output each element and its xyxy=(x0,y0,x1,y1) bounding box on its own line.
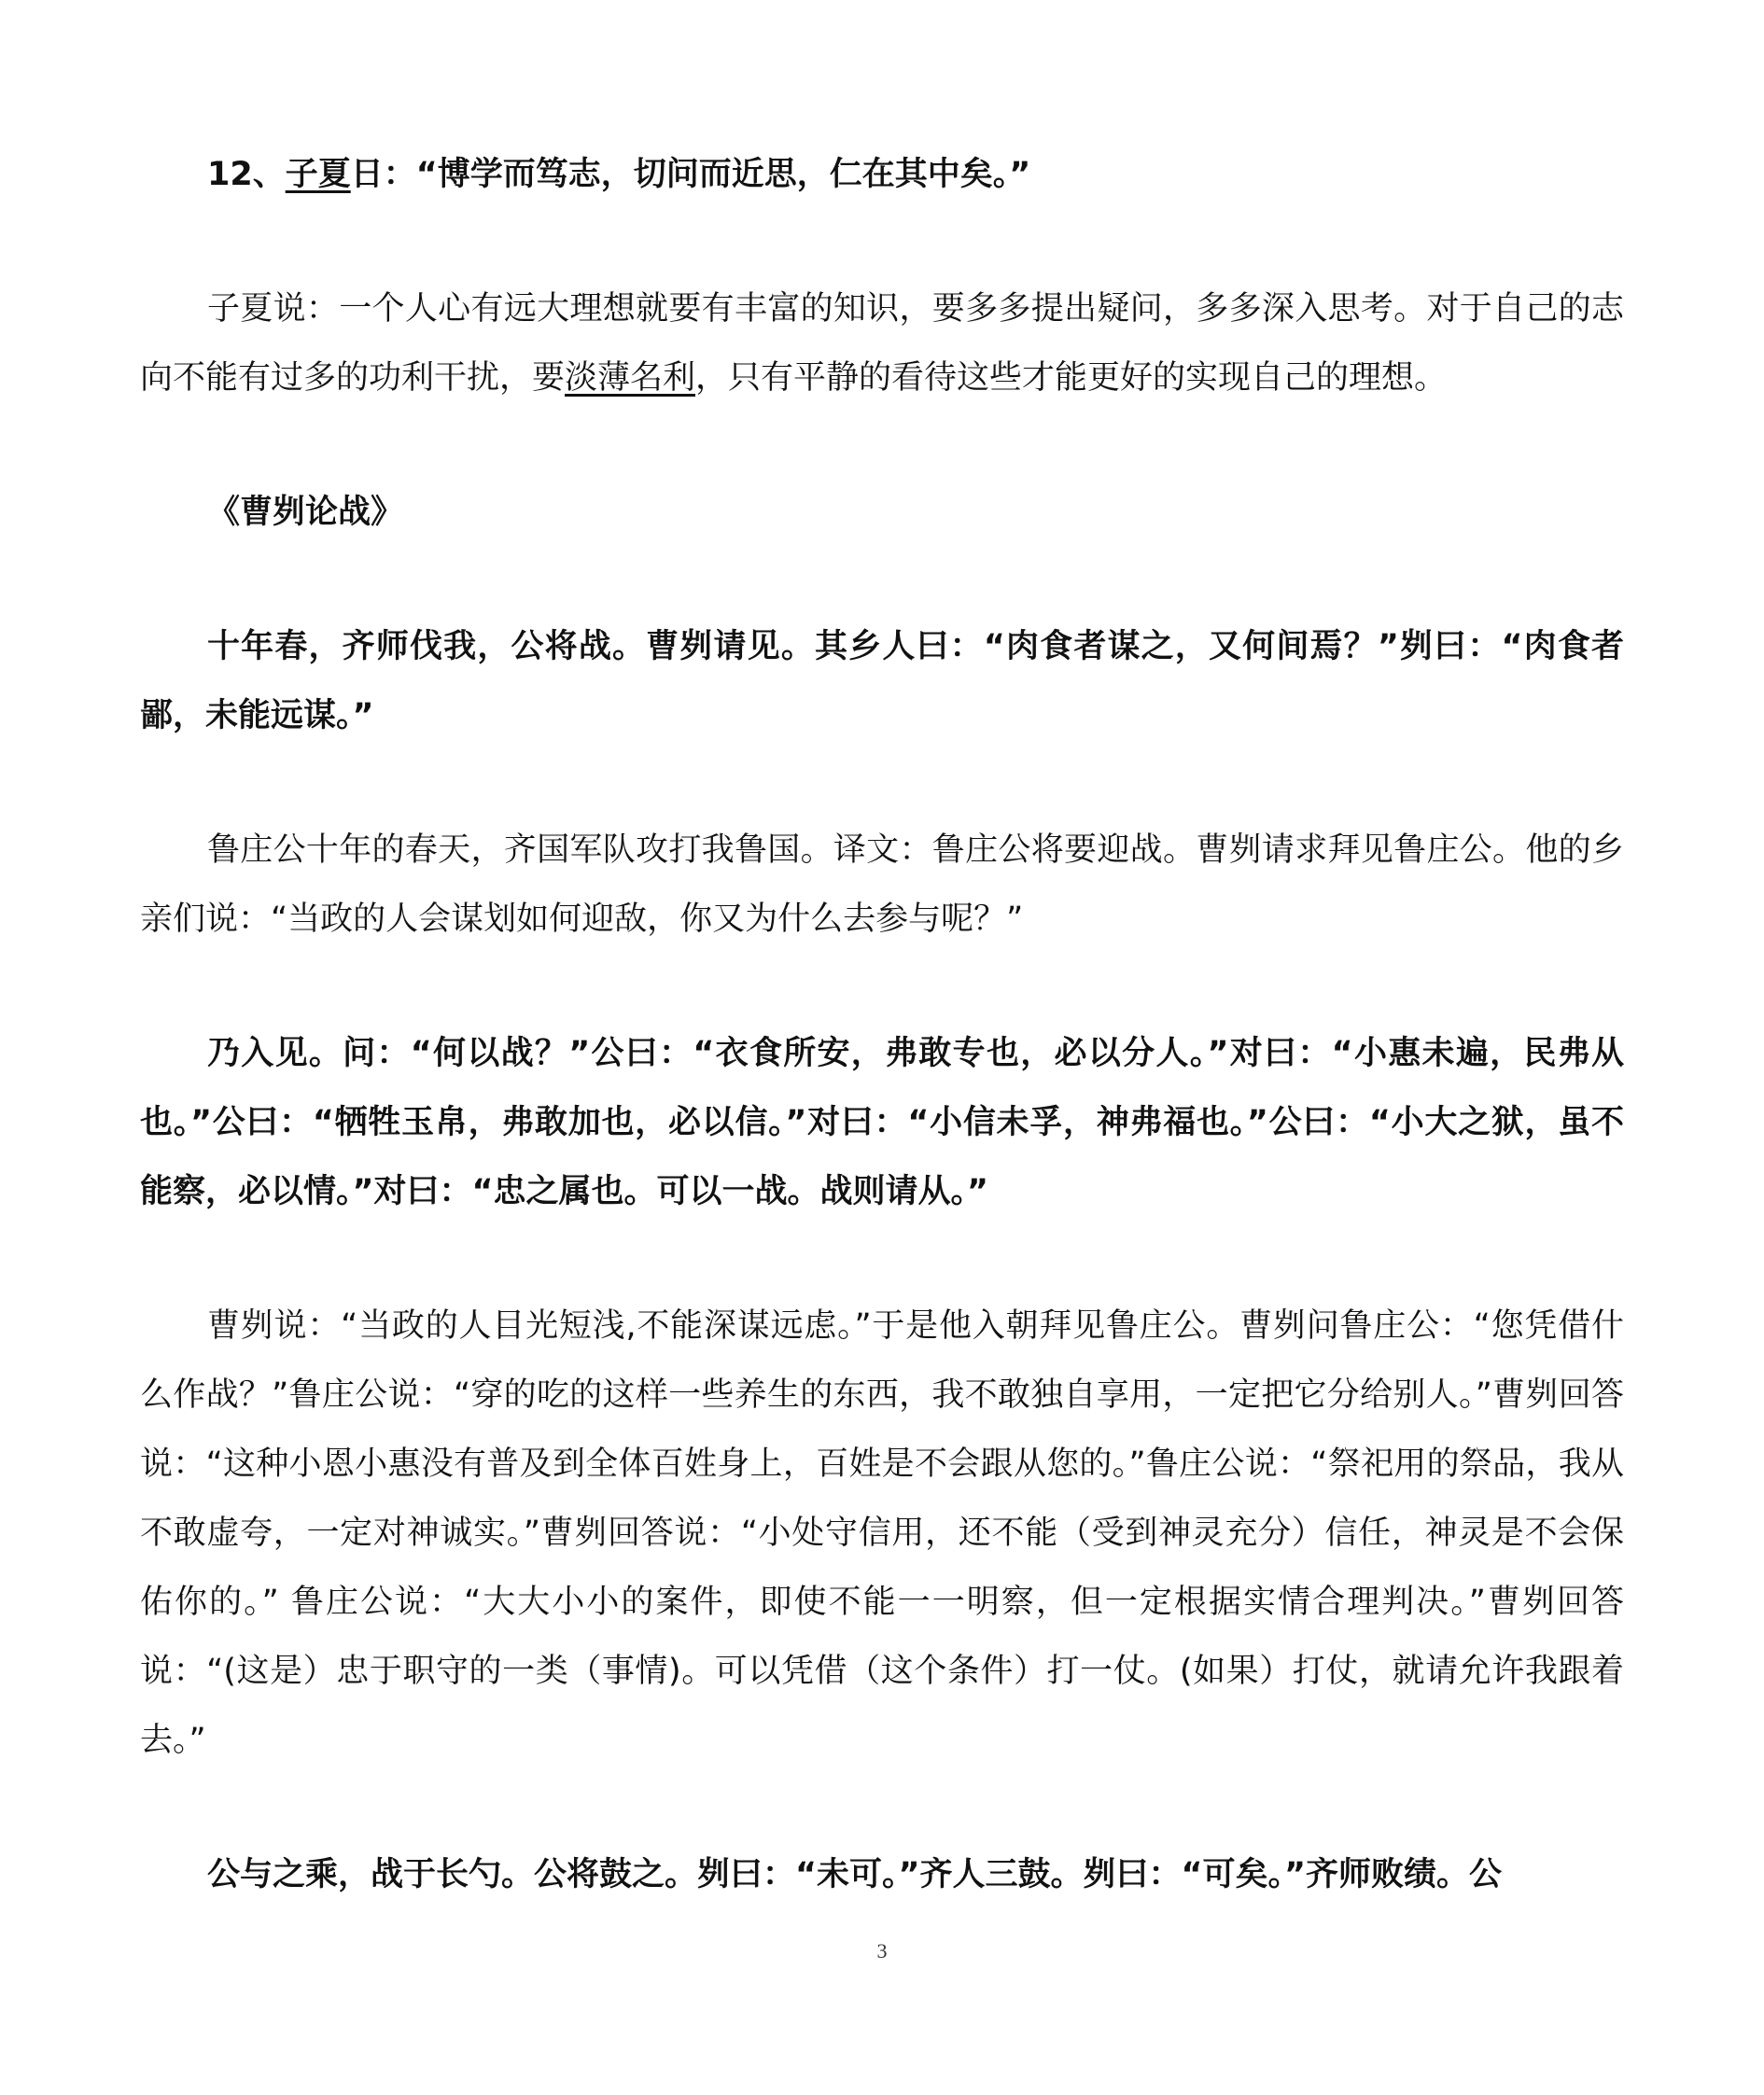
classical-paragraph-1: 十年春，齐师伐我，公将战。曹刿请见。其乡人曰：“肉食者谋之，又何间焉？”刿曰：“肉食者鄙，未能远谋。” xyxy=(140,628,1624,734)
translation-text-part2: ，只有平静的看待这些才能更好的实现自己的理想。 xyxy=(695,359,1448,397)
analects-quote-12 xyxy=(140,140,1624,209)
underlined-name: 子夏 xyxy=(285,156,351,193)
translation-text-part1: 子夏说：一个人心有远大理想就要有丰富的知识，要多多提出疑问，多多深入思考。对于自己的志向不能有过多的功利干扰，要 xyxy=(140,290,1624,397)
quote-number: 12、 xyxy=(207,156,286,193)
quote-12-translation xyxy=(140,274,1624,412)
quote-text: 日：“博学而笃志，切问而近思，仁在其中矣。” xyxy=(350,156,1031,193)
section-title: 《曹刿论战》 xyxy=(207,494,404,531)
classical-paragraph-2: 乃入见。问：“何以战？”公曰：“衣食所安，弗敢专也，必以分人。”对曰：“小惠未遍，民弗从也。”公曰：“牺牲玉帛，弗敢加也，必以信。”对曰：“小信未孚，神弗福也。”公曰：“小大之狱，虽不能察，必以情。”对曰：“忠之属也。可以一战。战则请从。” xyxy=(140,1035,1624,1210)
page-content xyxy=(140,140,1624,1909)
translation-paragraph-2: 曹刿说：“当政的人目光短浅,不能深谋远虑。”于是他入朝拜见鲁庄公。曹刿问鲁庄公：“您凭借什么作战？”鲁庄公说：“穿的吃的这样一些养生的东西，我不敢独自享用，一定把它分给别人。”曹刿回答说：“这种小恩小惠没有普及到全体百姓身上，百姓是不会跟从您的。”鲁庄公说：“祭祀用的祭品，我从不敢虚夸，一定对神诚实。”曹刿回答说：“小处守信用，还不能（受到神灵充分）信任，神灵是不会保佑你的。” 鲁庄公说：“大大小小的案件，即使不能一一明察，但一定根据实情合理判决。”曹刿回答说：“(这是）忠于职守的一类（事情)。可以凭借（这个条件）打一仗。(如果）打仗，就请允许我跟着去。” xyxy=(140,1307,1624,1759)
underlined-phrase: 淡薄名利 xyxy=(565,359,696,397)
classical-paragraph-3: 公与之乘，战于长勺。公将鼓之。刿曰：“未可。”齐人三鼓。刿曰：“可矣。”齐师败绩。公 xyxy=(207,1856,1503,1893)
page-number: 3 xyxy=(876,1939,888,1962)
translation-paragraph-1: 鲁庄公十年的春天，齐国军队攻打我鲁国。译文：鲁庄公将要迎战。曹刿请求拜见鲁庄公。他的乡亲们说：“当政的人会谋划如何迎敌，你又为什么去参与呢？” xyxy=(140,831,1624,938)
